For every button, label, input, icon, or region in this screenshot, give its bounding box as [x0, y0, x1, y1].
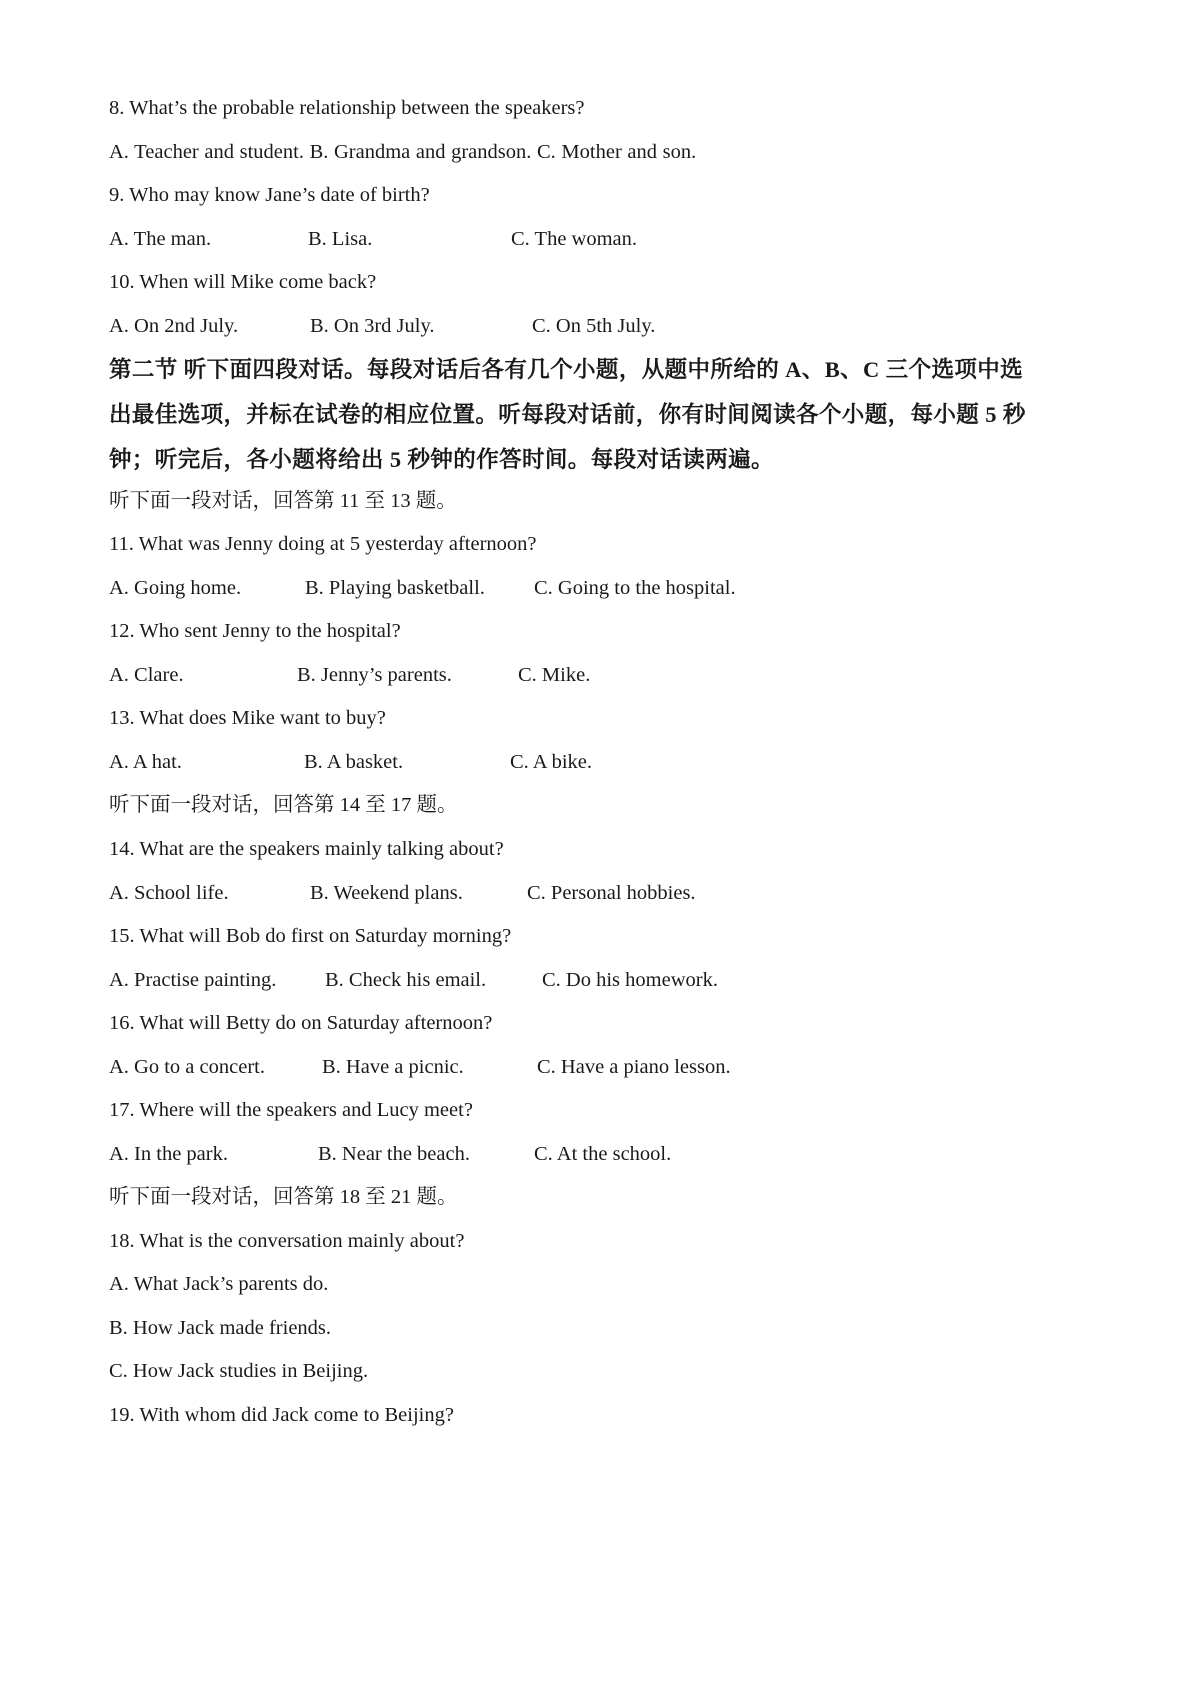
- question-12-option-c: C. Mike.: [518, 664, 591, 686]
- dialogue-1-intro: 听下面一段对话，回答第 11 至 13 题。: [109, 490, 457, 512]
- question-16-option-c: C. Have a piano lesson.: [537, 1056, 731, 1078]
- question-11-option-a: A. Going home.: [109, 577, 242, 599]
- question-10-option-c: C. On 5th July.: [532, 315, 656, 337]
- section-2-instructions-line-2: 出最佳选项，并标在试卷的相应位置。听每段对话前，你有时间阅读各个小题，每小题 5 秒: [109, 402, 1026, 427]
- question-16-option-b: B. Have a picnic.: [322, 1056, 464, 1078]
- question-13-option-b: B. A basket.: [304, 751, 404, 773]
- question-9-option-b: B. Lisa.: [308, 228, 373, 250]
- question-15: 15. What will Bob do first on Saturday morning?: [109, 925, 512, 947]
- question-13-option-c: C. A bike.: [510, 751, 593, 773]
- question-12-option-a: A. Clare.: [109, 664, 184, 686]
- question-10-option-b: B. On 3rd July.: [310, 315, 435, 337]
- question-14-option-b: B. Weekend plans.: [310, 882, 463, 904]
- question-17-option-a: A. In the park.: [109, 1143, 228, 1165]
- section-2-instructions-line-3: 钟；听完后，各小题将给出 5 秒钟的作答时间。每段对话读两遍。: [109, 447, 774, 472]
- question-14-option-c: C. Personal hobbies.: [527, 882, 696, 904]
- question-10-option-a: A. On 2nd July.: [109, 315, 239, 337]
- question-14-option-a: A. School life.: [109, 882, 229, 904]
- question-16-option-a: A. Go to a concert.: [109, 1056, 265, 1078]
- question-13: 13. What does Mike want to buy?: [109, 707, 386, 729]
- question-9-option-c: C. The woman.: [511, 228, 638, 250]
- dialogue-2-intro: 听下面一段对话，回答第 14 至 17 题。: [109, 794, 458, 816]
- question-18-option-b: B. How Jack made friends.: [109, 1317, 332, 1339]
- question-17: 17. Where will the speakers and Lucy meet?: [109, 1099, 473, 1121]
- question-13-option-a: A. A hat.: [109, 751, 182, 773]
- question-17-option-c: C. At the school.: [534, 1143, 672, 1165]
- question-9: 9. Who may know Jane’s date of birth?: [109, 184, 430, 206]
- question-18-option-c: C. How Jack studies in Beijing.: [109, 1360, 369, 1382]
- question-17-option-b: B. Near the beach.: [318, 1143, 470, 1165]
- question-19: 19. With whom did Jack come to Beijing?: [109, 1404, 454, 1426]
- question-15-option-b: B. Check his email.: [325, 969, 487, 991]
- question-9-option-a: A. The man.: [109, 228, 212, 250]
- question-18: 18. What is the conversation mainly about?: [109, 1230, 465, 1252]
- question-12: 12. Who sent Jenny to the hospital?: [109, 620, 401, 642]
- question-8-options: A. Teacher and student. B. Grandma and grandson. C. Mother and son.: [109, 141, 697, 163]
- question-11-option-c: C. Going to the hospital.: [534, 577, 736, 599]
- section-2-instructions-line-1: 第二节 听下面四段对话。每段对话后各有几个小题，从题中所给的 A、B、C 三个选项中选: [109, 357, 1024, 382]
- question-12-option-b: B. Jenny’s parents.: [297, 664, 452, 686]
- question-15-option-a: A. Practise painting.: [109, 969, 277, 991]
- question-14: 14. What are the speakers mainly talking about?: [109, 838, 504, 860]
- question-15-option-c: C. Do his homework.: [542, 969, 718, 991]
- question-18-option-a: A. What Jack’s parents do.: [109, 1273, 329, 1295]
- dialogue-3-intro: 听下面一段对话，回答第 18 至 21 题。: [109, 1186, 458, 1208]
- question-11-option-b: B. Playing basketball.: [305, 577, 485, 599]
- question-10: 10. When will Mike come back?: [109, 271, 377, 293]
- question-11: 11. What was Jenny doing at 5 yesterday afternoon?: [109, 533, 537, 555]
- question-8: 8. What’s the probable relationship between the speakers?: [109, 97, 585, 119]
- question-16: 16. What will Betty do on Saturday afternoon?: [109, 1012, 493, 1034]
